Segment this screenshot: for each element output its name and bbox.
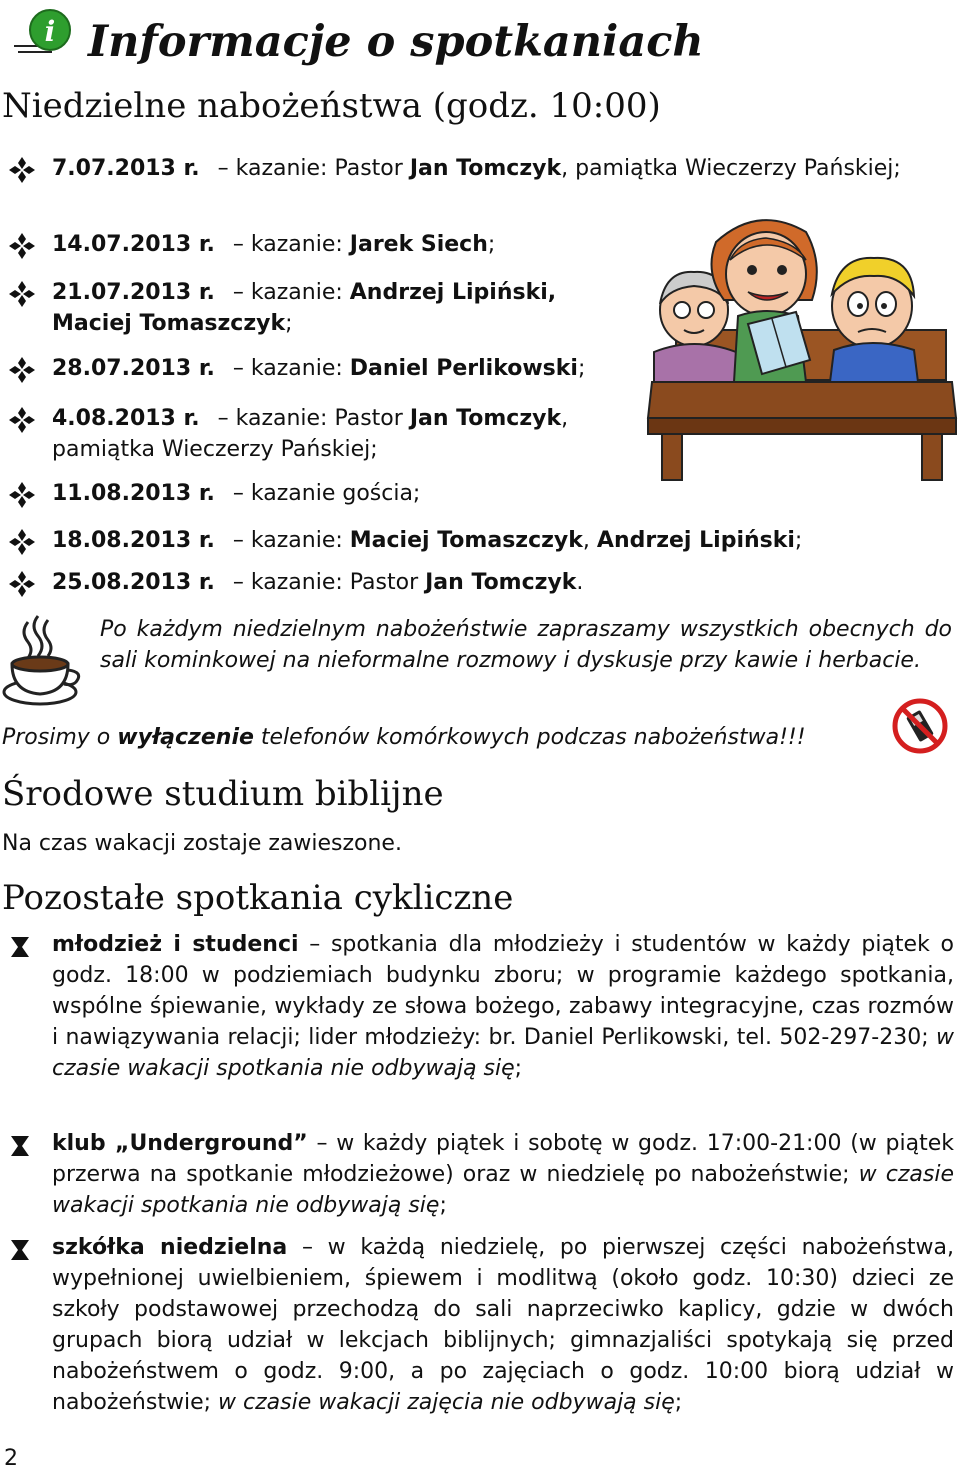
service-note-end: , pamiątka Wieczerzy Pańskiej; <box>52 406 569 462</box>
preacher-name-2: Andrzej Lipiński <box>596 528 795 553</box>
service-date: 25.08.2013 r. <box>52 570 215 595</box>
section-title-wednesday: Środowe studium biblijne <box>2 774 444 814</box>
preacher-name: Daniel Perlikowski <box>349 356 578 381</box>
phone-note: Prosimy o wyłączenie telefonów komórkowych podczas nabożeństwa!!! <box>2 725 806 750</box>
hourglass-bullet-icon <box>8 1134 32 1158</box>
page-title: Informacje o spotkaniach <box>88 17 704 67</box>
service-date: 18.08.2013 r. <box>52 528 215 553</box>
diamond-bullet-icon <box>8 156 36 184</box>
service-note: – kazanie: <box>232 528 343 553</box>
section-title-sunday: Niedzielne nabożeństwa (godz. 10:00) <box>2 86 661 126</box>
service-note-end: , pamiątka Wieczerzy Pańskiej; <box>561 156 901 181</box>
list-item <box>0 153 960 215</box>
coffee-cup-icon <box>0 612 88 710</box>
diamond-bullet-icon <box>8 280 36 308</box>
meeting-label: szkółka niedzielna <box>52 1235 288 1260</box>
service-note: – kazanie: Pastor <box>232 570 419 595</box>
diamond-bullet-icon <box>8 232 36 260</box>
no-phone-icon <box>892 698 948 754</box>
diamond-bullet-icon <box>8 481 36 509</box>
diamond-bullet-icon <box>8 570 36 598</box>
svg-text:i: i <box>44 15 56 48</box>
service-note: – kazanie: <box>232 280 343 305</box>
service-note: – kazanie: <box>232 356 343 381</box>
service-note-mid: , <box>582 528 597 553</box>
wednesday-text: Na czas wakacji zostaje zawieszone. <box>2 831 402 856</box>
congregation-illustration <box>646 212 958 490</box>
service-note: – kazanie: Pastor <box>217 406 403 431</box>
service-note-end: . <box>576 570 584 595</box>
preacher-name: Jan Tomczyk <box>409 156 562 181</box>
meeting-label: młodzież i studenci <box>52 932 299 957</box>
preacher-name: Jan Tomczyk <box>409 406 562 431</box>
meeting-label: klub „Underground” <box>52 1131 308 1156</box>
service-note: – kazanie: <box>232 232 343 257</box>
diamond-bullet-icon <box>8 406 36 434</box>
preacher-name: Maciej Tomaszczyk <box>349 528 583 553</box>
preacher-name: Jan Tomczyk <box>425 570 577 595</box>
service-date: 14.07.2013 r. <box>52 232 215 257</box>
service-date: 28.07.2013 r. <box>52 356 215 381</box>
preacher-name: Andrzej Lipiński, Maciej Tomaszczyk <box>52 280 557 336</box>
diamond-bullet-icon <box>8 356 36 384</box>
section-title-other: Pozostałe spotkania cykliczne <box>2 878 514 918</box>
hourglass-bullet-icon <box>8 935 32 959</box>
diamond-bullet-icon <box>8 528 36 556</box>
hourglass-bullet-icon <box>8 1238 32 1262</box>
phone-note-emphasis: wyłączenie <box>117 725 254 750</box>
preacher-name: Jarek Siech <box>349 232 488 257</box>
service-date: 21.07.2013 r. <box>52 280 215 305</box>
service-date: 4.08.2013 r. <box>52 406 200 431</box>
coffee-note: Po każdym niedzielnym nabożeństwie zapraszamy wszystkich obecnych do sali kominkowej na nieformalne rozmowy i dyskusje przy kawie i herbacie. <box>100 617 952 673</box>
service-note: – kazanie: Pastor <box>217 156 403 181</box>
service-note-end: ; <box>487 232 496 257</box>
list-item <box>0 567 960 598</box>
service-note-end: ; <box>577 356 586 381</box>
list-item <box>0 525 960 556</box>
service-note-end: ; <box>285 311 293 336</box>
info-icon <box>12 4 72 64</box>
service-note-end: ; <box>794 528 803 553</box>
service-date: 11.08.2013 r. <box>52 481 215 506</box>
service-note: – kazanie gościa; <box>232 481 421 506</box>
service-date: 7.07.2013 r. <box>52 156 200 181</box>
page-number: 2 <box>4 1446 18 1471</box>
